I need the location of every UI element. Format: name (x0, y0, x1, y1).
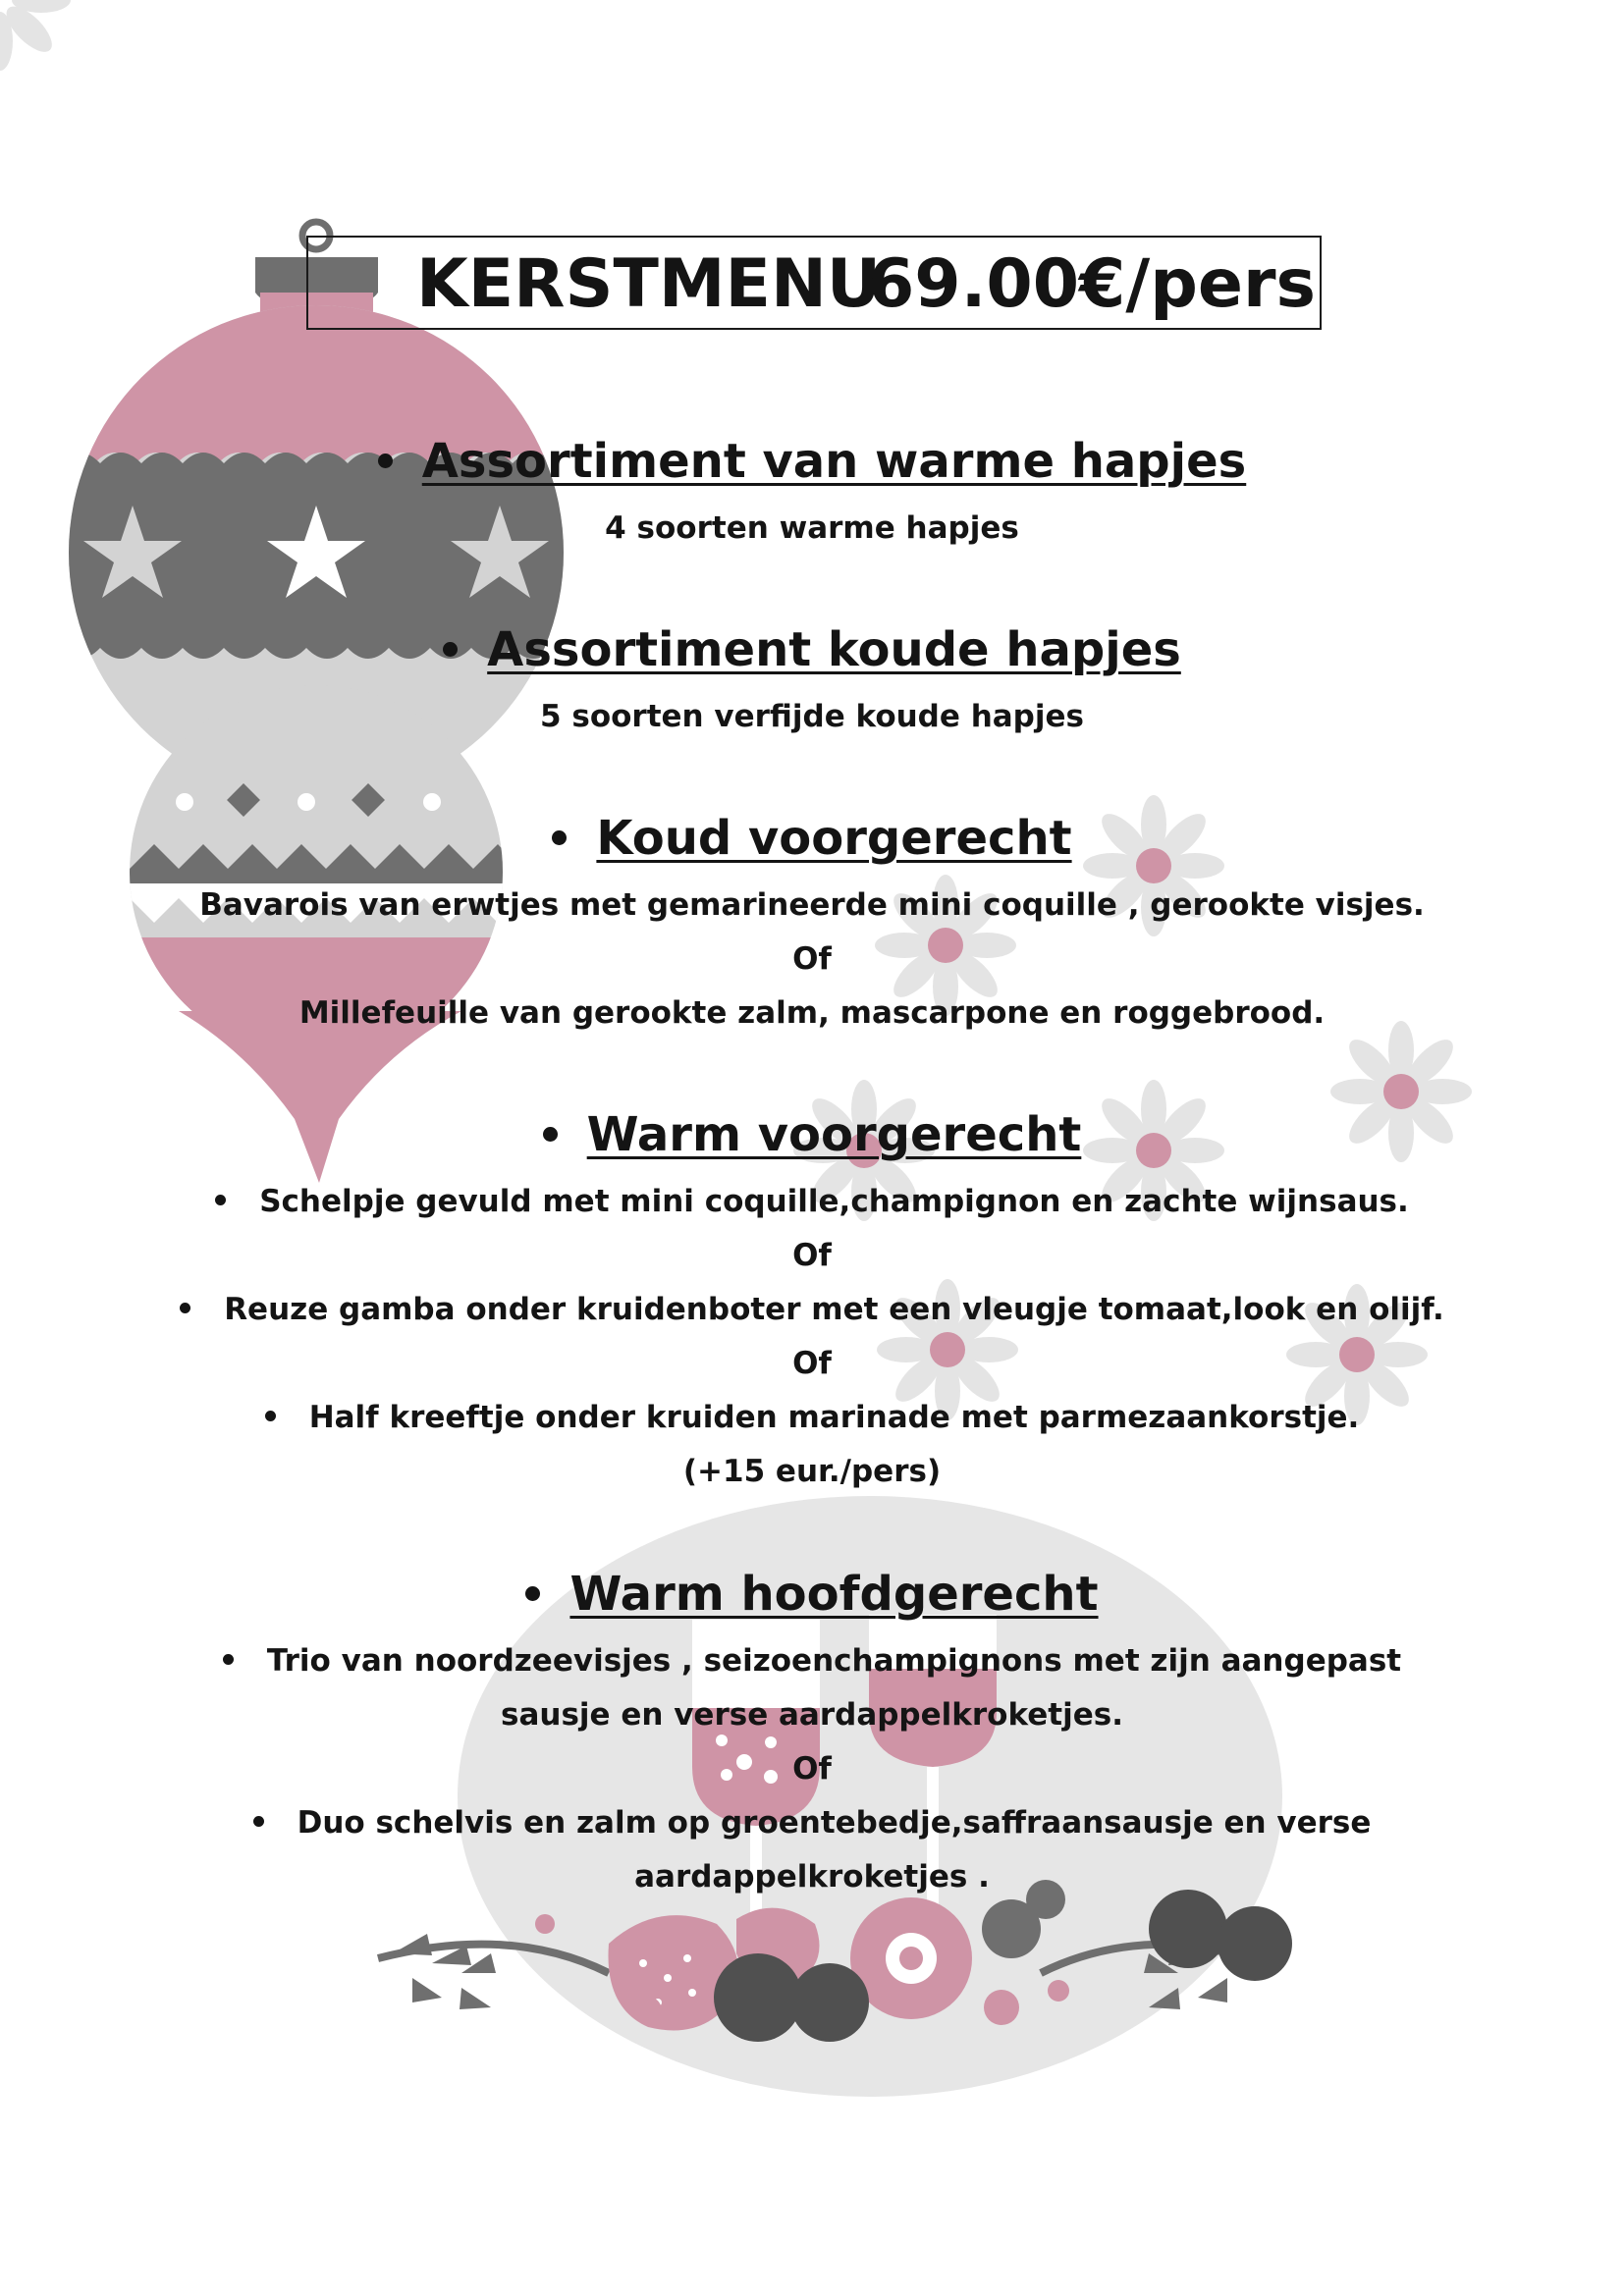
dish-item-continued: aardappelkroketjes . (634, 1859, 990, 1895)
or-text: Of (792, 1238, 832, 1273)
section-heading-warme-hapjes: Assortiment van warme hapjes (0, 432, 1624, 491)
menu-price: 69.00€/pers (867, 245, 1316, 323)
dish-text: Millefeuille van gerookte zalm, mascarpone en roggebrood. (298, 995, 1326, 1031)
dish-item: Schelpje gevuld met mini coquille,champignon en zachte wijnsaus. (0, 1182, 1624, 1221)
dish-item: Half kreeftje onder kruiden marinade met parmezaankorstje. (0, 1398, 1624, 1437)
dish-item: Trio van noordzeevisjes , seizoenchampignons met zijn aangepast (0, 1641, 1624, 1681)
menu-title-box (306, 236, 1322, 330)
dish-item: Reuze gamba onder kruidenboter met een vleugje tomaat,look en olijf. (0, 1290, 1624, 1329)
dish-item-continued: sausje en verse aardappelkroketjes. (501, 1697, 1123, 1733)
bullet-icon (378, 454, 393, 468)
bullet-icon (265, 1411, 276, 1421)
price-note: (+15 eur./pers) (682, 1454, 942, 1489)
section-heading-warm-voorgerecht: Warm voorgerecht (0, 1105, 1624, 1164)
section-heading-koud-voorgerecht: Koud voorgerecht (0, 809, 1624, 868)
dish-text: Bavarois van erwtjes met gemarineerde mini coquille , gerookte visjes. (199, 887, 1425, 923)
section-heading-koude-hapjes: Assortiment koude hapjes (0, 620, 1624, 679)
bullet-icon (543, 1127, 558, 1142)
section-heading-warm-hoofdgerecht: Warm hoofdgerecht (0, 1565, 1624, 1624)
bullet-icon (180, 1303, 190, 1313)
bullet-icon (215, 1195, 226, 1205)
or-text: Of (792, 941, 832, 977)
section-text: 5 soorten verfijde koude hapjes (540, 699, 1084, 734)
bullet-icon (525, 1586, 540, 1601)
section-text: 4 soorten warme hapjes (605, 510, 1019, 546)
menu-title: KERSTMENU (416, 245, 882, 323)
or-text: Of (792, 1751, 832, 1787)
bullet-icon (552, 830, 567, 845)
dish-item: Duo schelvis en zalm op groentebedje,saffraansausje en verse (0, 1803, 1624, 1842)
bullet-icon (443, 642, 458, 657)
bullet-icon (223, 1654, 234, 1665)
or-text: Of (792, 1346, 832, 1381)
bullet-icon (253, 1816, 264, 1827)
